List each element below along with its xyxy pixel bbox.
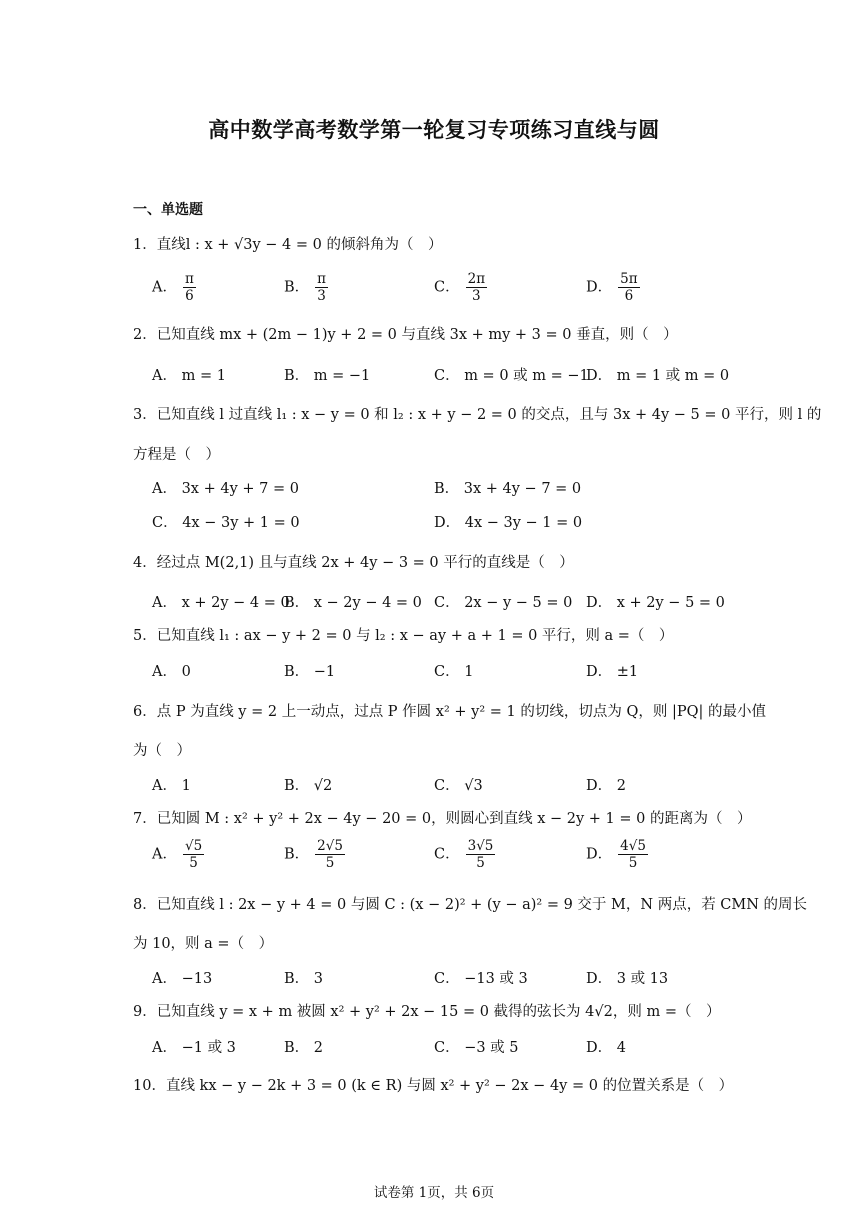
question-4-stem: 4．经过点 M(2,1) 且与直线 2x + 4y − 3 = 0 平行的直线是（ ） xyxy=(133,555,574,571)
question-6-stem-cont: 为（ ） xyxy=(133,743,191,759)
q5-option-a: A． 0 xyxy=(152,664,191,680)
q6-option-b: B． √2 xyxy=(284,778,333,794)
question-3-stem: 3．已知直线 l 过直线 l₁ : x − y = 0 和 l₂ : x + y − 2 = 0 的交点，且与 3x + 4y − 5 = 0 平行，则 l 的 xyxy=(133,407,822,423)
q7-option-a: A． $\frac{√5}{5}$ xyxy=(152,838,203,871)
page-title: 高中数学高考数学第一轮复习专项练习直线与圆 xyxy=(208,117,660,142)
q9-option-d: D． 4 xyxy=(586,1040,626,1056)
q1-option-c: C． $\frac{2\pi}{3}$ xyxy=(434,271,486,304)
page-footer: 试卷第 1页，共 6页 xyxy=(373,1185,495,1201)
q3-option-b: B． 3x + 4y − 7 = 0 xyxy=(434,481,582,497)
question-10-stem: 10．直线 kx − y − 2k + 3 = 0 (k ∈ R) 与圆 x² + y² − 2x − 4y = 0 的位置关系是（ ） xyxy=(133,1078,734,1094)
question-1-stem: 1．直线l : x + √3y − 4 = 0 的倾斜角为（ ） xyxy=(133,237,443,253)
question-8-stem: 8．已知直线 l : 2x − y + 4 = 0 与圆 C : (x − 2)² + (y − a)² = 9 交于 M，N 两点，若 CMN 的周长 xyxy=(133,897,808,913)
q9-option-a: A． −1 或 3 xyxy=(152,1040,236,1056)
q1-option-d: D． $\frac{5\pi}{6}$ xyxy=(586,271,638,304)
q4-option-a: A． x + 2y − 4 = 0 xyxy=(152,595,290,611)
question-6-stem: 6．点 P 为直线 y = 2 上一动点，过点 P 作圆 x² + y² = 1 的切线，切点为 Q，则 |PQ| 的最小值 xyxy=(133,704,766,720)
question-5-stem: 5．已知直线 l₁ : ax − y + 2 = 0 与 l₂ : x − ay + a + 1 = 0 平行，则 a =（ ） xyxy=(133,628,674,644)
q8-option-b: B． 3 xyxy=(284,971,323,987)
q6-option-d: D． 2 xyxy=(586,778,626,794)
q2-option-b: B． m = −1 xyxy=(284,368,371,384)
q4-option-b: B． x − 2y − 4 = 0 xyxy=(284,595,422,611)
q5-option-b: B． −1 xyxy=(284,664,336,680)
q3-option-d: D． 4x − 3y − 1 = 0 xyxy=(434,515,583,531)
q8-option-a: A． −13 xyxy=(152,971,213,987)
q2-option-a: A． m = 1 xyxy=(152,368,226,384)
q2-option-c: C． m = 0 或 m = −1 xyxy=(434,368,589,384)
question-7-stem: 7．已知圆 M : x² + y² + 2x − 4y − 20 = 0，则圆心到直线 x − 2y + 1 = 0 的距离为（ ） xyxy=(133,811,752,827)
q5-option-d: D． ±1 xyxy=(586,664,639,680)
q2-option-d: D． m = 1 或 m = 0 xyxy=(586,368,730,384)
q7-option-d: D． $\frac{4√5}{5}$ xyxy=(586,838,646,871)
q7-option-b: B． $\frac{2√5}{5}$ xyxy=(284,838,343,871)
q6-option-a: A． 1 xyxy=(152,778,191,794)
q9-option-b: B． 2 xyxy=(284,1040,323,1056)
section-heading: 一、单选题 xyxy=(133,202,203,218)
q8-option-d: D． 3 或 13 xyxy=(586,971,669,987)
q9-option-c: C． −3 或 5 xyxy=(434,1040,519,1056)
q1-option-b: B． $\frac{\pi}{3}$ xyxy=(284,271,327,304)
q7-option-c: C． $\frac{3√5}{5}$ xyxy=(434,838,494,871)
q5-option-c: C． 1 xyxy=(434,664,474,680)
q3-option-a: A． 3x + 4y + 7 = 0 xyxy=(152,481,299,497)
q4-option-c: C． 2x − y − 5 = 0 xyxy=(434,595,573,611)
q4-option-d: D． x + 2y − 5 = 0 xyxy=(586,595,725,611)
q6-option-c: C． √3 xyxy=(434,778,483,794)
question-8-stem-cont: 为 10，则 a =（ ） xyxy=(133,936,274,952)
q1-option-a: A． $\frac{\pi}{6}$ xyxy=(152,271,194,304)
question-9-stem: 9．已知直线 y = x + m 被圆 x² + y² + 2x − 15 = 0 截得的弦长为 4√2，则 m =（ ） xyxy=(133,1004,721,1020)
question-3-stem-cont: 方程是（ ） xyxy=(133,447,220,463)
question-2-stem: 2．已知直线 mx + (2m − 1)y + 2 = 0 与直线 3x + my + 3 = 0 垂直，则（ ） xyxy=(133,327,678,343)
q3-option-c: C． 4x − 3y + 1 = 0 xyxy=(152,515,300,531)
q8-option-c: C． −13 或 3 xyxy=(434,971,528,987)
